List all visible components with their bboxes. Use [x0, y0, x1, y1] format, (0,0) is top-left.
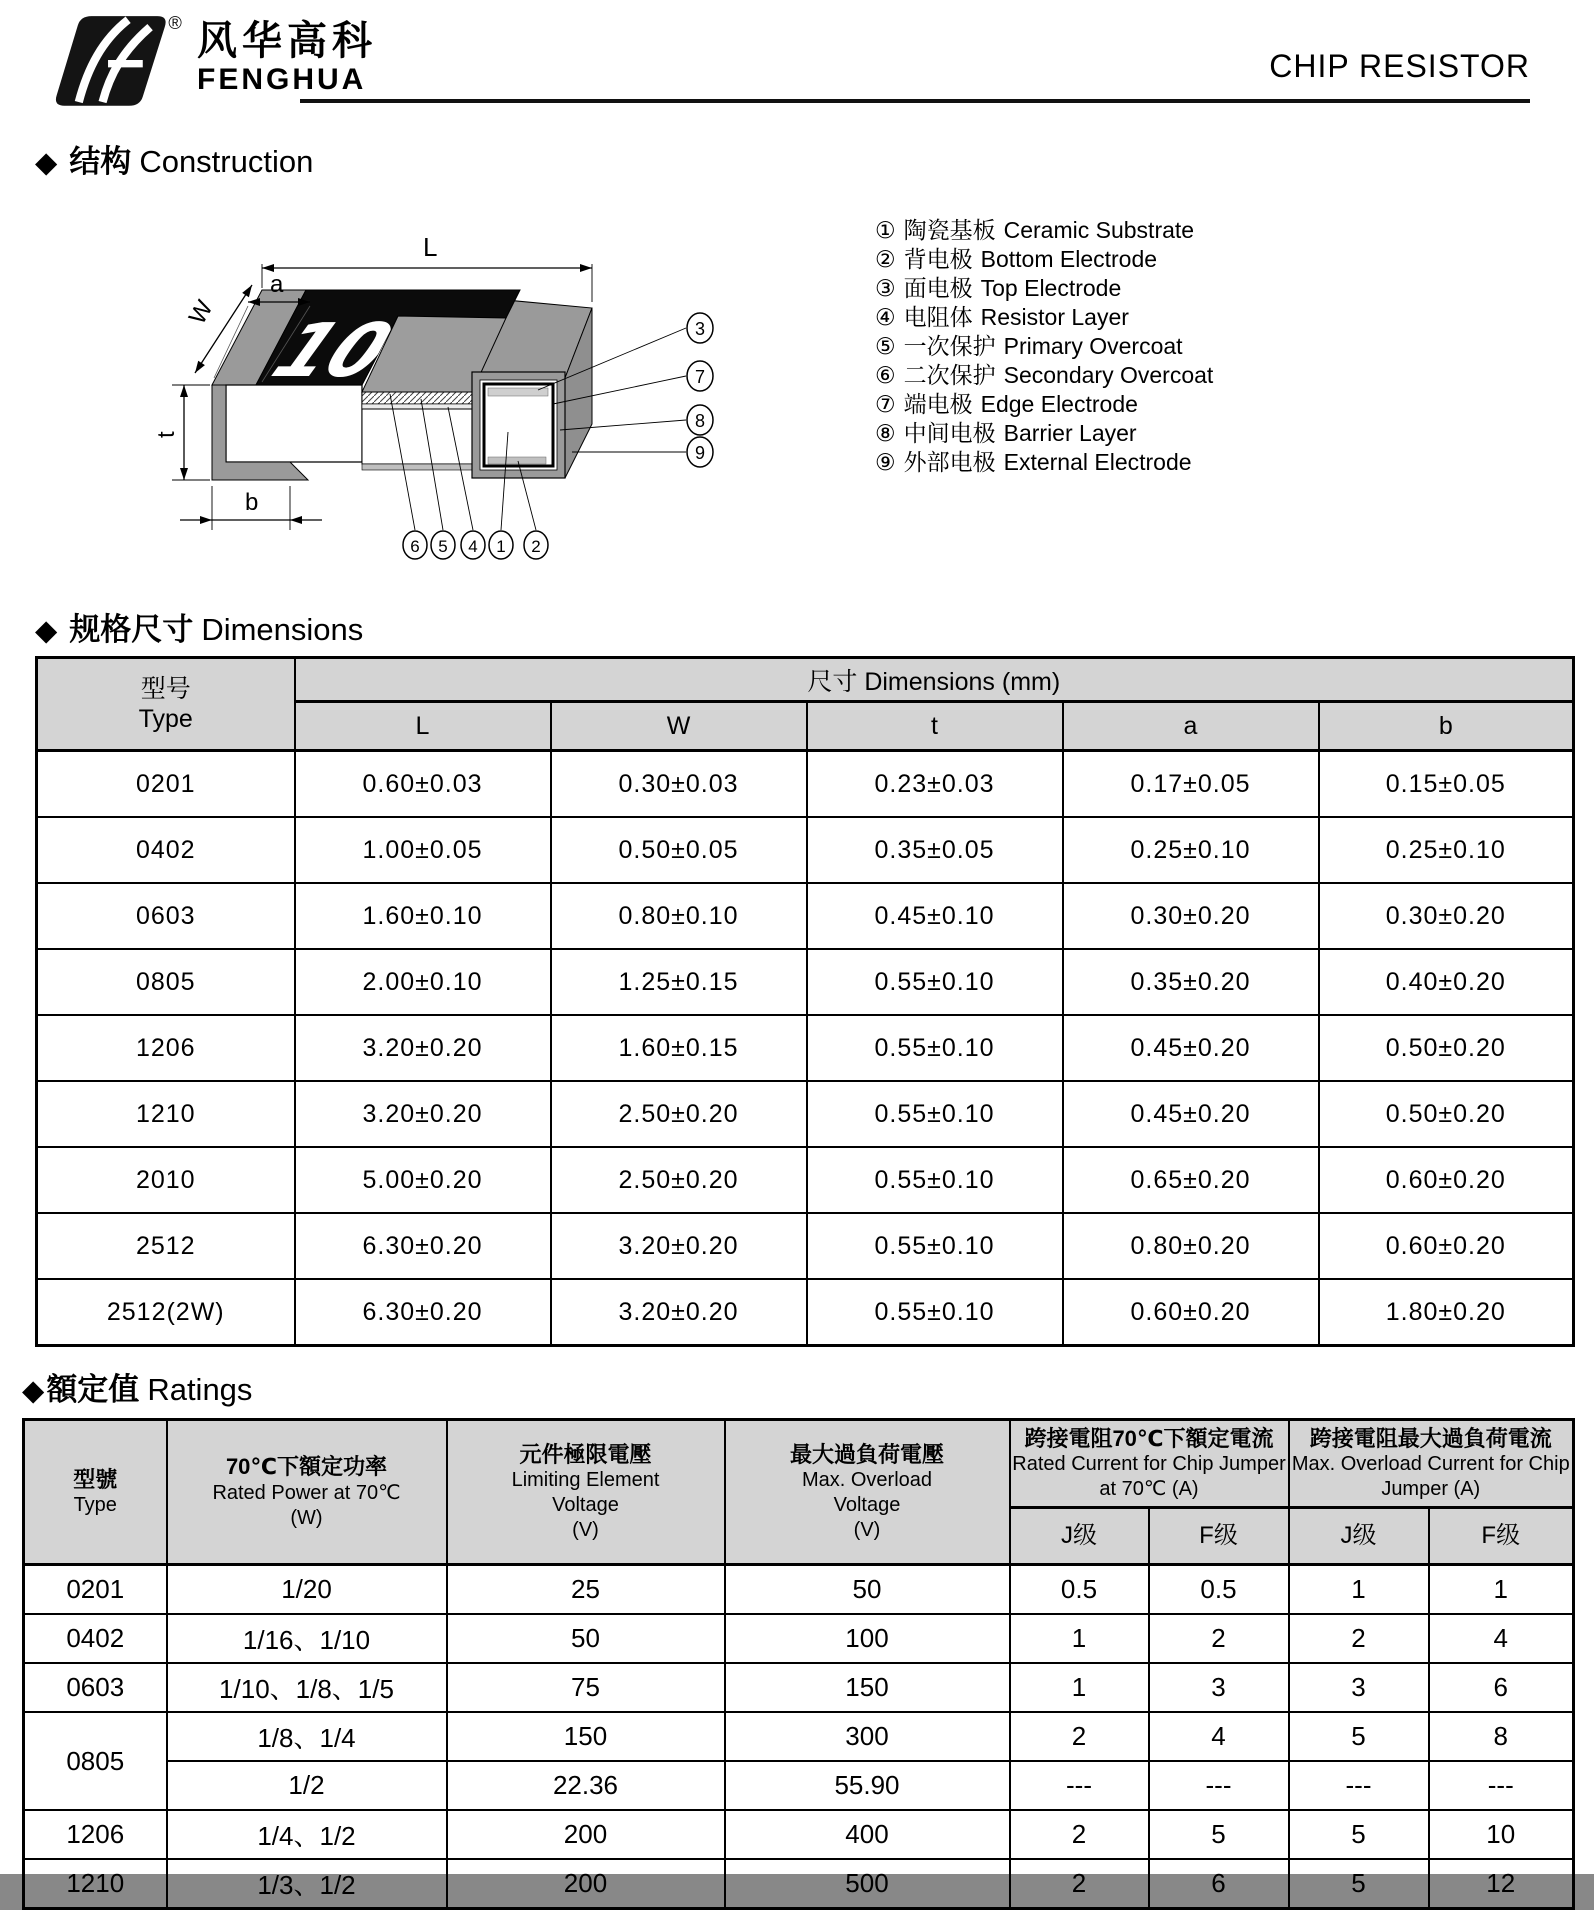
- cell: 2: [1289, 1614, 1429, 1663]
- cell: ---: [1289, 1761, 1429, 1810]
- cell: 1: [1429, 1565, 1574, 1615]
- cell: 6.30±0.20: [295, 1279, 551, 1346]
- header-divider: [300, 99, 1530, 103]
- cell: 1.60±0.10: [295, 883, 551, 949]
- dim-group-header: 尺寸 Dimensions (mm): [295, 658, 1574, 702]
- cell: 0.60±0.20: [1063, 1279, 1319, 1346]
- dim-label-t: t: [153, 431, 180, 438]
- legend-en: Ceramic Substrate: [1003, 217, 1195, 243]
- cell: 3: [1289, 1663, 1429, 1712]
- callout-9: [687, 437, 713, 467]
- inner-bottom-electrode: [488, 457, 546, 464]
- legend-item: [875, 361, 1213, 390]
- dim-label-L: L: [423, 232, 438, 262]
- legend-en: Primary Overcoat: [1003, 333, 1183, 359]
- table-row: [37, 949, 1574, 1015]
- section-title-construction: [35, 136, 313, 181]
- section-title-en: Dimensions: [201, 612, 364, 647]
- legend-en: Edge Electrode: [980, 391, 1138, 417]
- arrowhead: [242, 285, 252, 297]
- cell: 2.00±0.10: [295, 949, 551, 1015]
- cell: 25: [447, 1565, 725, 1615]
- legend-num: ①: [875, 217, 896, 243]
- svg-text:1: 1: [496, 537, 506, 556]
- page-title: CHIP RESISTOR: [1269, 48, 1530, 84]
- cell: 0.45±0.10: [807, 883, 1063, 949]
- cell: 0.23±0.03: [807, 751, 1063, 818]
- cell-type: 2512: [37, 1213, 295, 1279]
- cell: 200: [447, 1810, 725, 1859]
- legend-num: ⑧: [875, 420, 896, 446]
- cell-type: 2010: [37, 1147, 295, 1213]
- fenghua-logo-icon: [55, 12, 183, 108]
- cell: 0.60±0.03: [295, 751, 551, 818]
- rt-group2-header: 跨接電阻最大過負荷電流 Max. Overload Current for Chip Jumper (A): [1289, 1420, 1574, 1508]
- legend-cn: 端电极: [903, 391, 973, 417]
- construction-diagram: [140, 180, 780, 580]
- table-row: [37, 1147, 1574, 1213]
- cell: 8: [1429, 1712, 1574, 1761]
- legend-num: ②: [875, 246, 896, 272]
- arrowhead: [180, 468, 188, 480]
- cell: 0.80±0.10: [551, 883, 807, 949]
- table-row: [37, 1015, 1574, 1081]
- cell: 0.50±0.20: [1319, 1081, 1574, 1147]
- diamond-bullet-icon: ◆: [35, 147, 58, 179]
- table-row: [24, 1810, 1574, 1859]
- cell: 100: [725, 1614, 1010, 1663]
- table-row: [37, 751, 1574, 818]
- dim-col-L: L: [295, 702, 551, 751]
- section-title-cn: 額定值: [46, 1372, 140, 1407]
- cell: 150: [725, 1663, 1010, 1712]
- legend-item: [875, 216, 1213, 245]
- table-row: [37, 883, 1574, 949]
- legend-en: External Electrode: [1003, 449, 1192, 475]
- cell-type: 0201: [37, 751, 295, 818]
- cell: 500: [725, 1859, 1010, 1909]
- callout-7: [687, 361, 713, 391]
- table-row: [24, 1712, 1574, 1761]
- cell: 2.50±0.20: [551, 1147, 807, 1213]
- cell: 0.55±0.10: [807, 1213, 1063, 1279]
- legend-cn: 电阻体: [903, 304, 973, 330]
- table-row: [37, 1213, 1574, 1279]
- table-row: [24, 1663, 1574, 1712]
- dim-label-W: W: [183, 295, 219, 329]
- svg-text:7: 7: [694, 367, 706, 387]
- cell: 6: [1149, 1859, 1289, 1909]
- cell: 0.17±0.05: [1063, 751, 1319, 818]
- rt-sub-j1: J级: [1010, 1508, 1149, 1565]
- table-row: [37, 1279, 1574, 1346]
- cell-type: 0402: [24, 1614, 167, 1663]
- cell: 0.50±0.20: [1319, 1015, 1574, 1081]
- svg-text:8: 8: [694, 411, 706, 431]
- construction-legend: [875, 216, 1213, 477]
- cell: 2: [1010, 1810, 1149, 1859]
- cell: 0.55±0.10: [807, 1081, 1063, 1147]
- cell: 5: [1289, 1859, 1429, 1909]
- table-row: [37, 1081, 1574, 1147]
- dim-label-b: b: [245, 489, 259, 516]
- legend-item: [875, 448, 1213, 477]
- rt-mov-header: 最大過負荷電壓 Max. Overload Voltage (V): [725, 1420, 1010, 1565]
- cell: 0.45±0.20: [1063, 1015, 1319, 1081]
- cell: 6: [1429, 1663, 1574, 1712]
- callout-6: [403, 531, 427, 559]
- legend-item: [875, 303, 1213, 332]
- fenghua-logo: [55, 12, 377, 108]
- legend-en: Secondary Overcoat: [1003, 362, 1214, 388]
- section-title-cn: 规格尺寸: [69, 612, 194, 647]
- cell: 0.80±0.20: [1063, 1213, 1319, 1279]
- cell-type: 2512(2W): [37, 1279, 295, 1346]
- registered-mark: ®: [168, 11, 182, 33]
- arrowhead: [200, 516, 212, 524]
- cell-type: 0805: [37, 949, 295, 1015]
- cell-type: 0603: [37, 883, 295, 949]
- svg-text:6: 6: [410, 537, 420, 556]
- cell: 0.5: [1149, 1565, 1289, 1615]
- cell: 3.20±0.20: [295, 1081, 551, 1147]
- dim-col-a: a: [1063, 702, 1319, 751]
- dimensions-table: [35, 656, 1575, 1347]
- rt-sub-f2: F级: [1429, 1508, 1574, 1565]
- cell: 1.80±0.20: [1319, 1279, 1574, 1346]
- table-row: [37, 817, 1574, 883]
- cell: 0.5: [1010, 1565, 1149, 1615]
- table-row: [24, 1614, 1574, 1663]
- cell: 0.55±0.10: [807, 1147, 1063, 1213]
- brand-text: [197, 20, 377, 96]
- dim-col-b: b: [1319, 702, 1574, 751]
- resistor-layer-strip: [362, 404, 472, 409]
- section-title-cn: 结构: [69, 144, 132, 179]
- cell: 0.35±0.05: [807, 817, 1063, 883]
- cell: 1.25±0.15: [551, 949, 807, 1015]
- ratings-table: [22, 1418, 1575, 1910]
- body-front-face: [226, 385, 362, 462]
- legend-num: ⑨: [875, 449, 896, 475]
- cell: 1/20: [167, 1565, 447, 1615]
- dim-label-a: a: [270, 271, 284, 298]
- cell: 5.00±0.20: [295, 1147, 551, 1213]
- table-row: [24, 1859, 1574, 1909]
- cell: 22.36: [447, 1761, 725, 1810]
- cell: 0.55±0.10: [807, 1279, 1063, 1346]
- cell: 3.20±0.20: [551, 1279, 807, 1346]
- cell: 0.30±0.20: [1319, 883, 1574, 949]
- arrowhead: [180, 385, 188, 397]
- legend-num: ⑤: [875, 333, 896, 359]
- callout-3: [687, 313, 713, 343]
- cell: 0.30±0.03: [551, 751, 807, 818]
- legend-en: Barrier Layer: [1003, 420, 1137, 446]
- legend-item: [875, 419, 1213, 448]
- cell: ---: [1149, 1761, 1289, 1810]
- brand-name-chinese: 风华高科: [197, 19, 377, 63]
- cell: 10: [1429, 1810, 1574, 1859]
- diamond-bullet-icon: ◆: [35, 615, 58, 647]
- legend-en: Top Electrode: [980, 275, 1122, 301]
- legend-item: [875, 390, 1213, 419]
- legend-num: ④: [875, 304, 896, 330]
- cell: 1: [1010, 1614, 1149, 1663]
- dim-type-header: 型号 Type: [37, 658, 295, 751]
- cell: 5: [1149, 1810, 1289, 1859]
- cell: 1/16、1/10: [167, 1614, 447, 1663]
- cell: ---: [1010, 1761, 1149, 1810]
- cell: 0.60±0.20: [1319, 1147, 1574, 1213]
- arrowhead: [195, 361, 205, 373]
- legend-num: ③: [875, 275, 896, 301]
- rt-power-header: 70℃下額定功率 Rated Power at 70℃ (W): [167, 1420, 447, 1565]
- brand-name-english: FENGHUA: [197, 63, 367, 96]
- table-row: [24, 1761, 1574, 1810]
- cell: 5: [1289, 1712, 1429, 1761]
- cell: 0.25±0.10: [1063, 817, 1319, 883]
- cell: 0.60±0.20: [1319, 1213, 1574, 1279]
- legend-num: ⑥: [875, 362, 896, 388]
- callout-4: [461, 531, 485, 559]
- cell: 0.55±0.10: [807, 949, 1063, 1015]
- svg-text:4: 4: [468, 537, 478, 556]
- rt-lev-header: 元件極限電壓 Limiting Element Voltage (V): [447, 1420, 725, 1565]
- rt-type-header: 型號 Type: [24, 1420, 167, 1565]
- cell: 2: [1149, 1614, 1289, 1663]
- cell: 0.25±0.10: [1319, 817, 1574, 883]
- legend-cn: 一次保护: [903, 333, 996, 359]
- rt-sub-j2: J级: [1289, 1508, 1429, 1565]
- cell: 3.20±0.20: [551, 1213, 807, 1279]
- dim-col-t: t: [807, 702, 1063, 751]
- svg-text:3: 3: [694, 319, 706, 339]
- cell: 0.35±0.20: [1063, 949, 1319, 1015]
- callout-1: [489, 531, 513, 559]
- legend-item: [875, 274, 1213, 303]
- cell-type: 1206: [24, 1810, 167, 1859]
- section-title-en: Construction: [139, 144, 314, 179]
- cell: 55.90: [725, 1761, 1010, 1810]
- cell: 1: [1289, 1565, 1429, 1615]
- cell: 75: [447, 1663, 725, 1712]
- cell: 0.55±0.10: [807, 1015, 1063, 1081]
- cell: 3: [1149, 1663, 1289, 1712]
- cell-type: 1210: [24, 1859, 167, 1909]
- svg-text:2: 2: [531, 537, 541, 556]
- cell: 2: [1010, 1859, 1149, 1909]
- cell: 4: [1149, 1712, 1289, 1761]
- cell: 1/4、1/2: [167, 1810, 447, 1859]
- rt-sub-f1: F级: [1149, 1508, 1289, 1565]
- legend-cn: 中间电极: [903, 420, 996, 446]
- diamond-bullet-icon: ◆: [22, 1375, 45, 1407]
- section-title-ratings: [22, 1364, 252, 1409]
- legend-en: Bottom Electrode: [980, 246, 1158, 272]
- callout-8: [687, 405, 713, 435]
- cell-type: 0402: [37, 817, 295, 883]
- cell: 2: [1010, 1712, 1149, 1761]
- legend-item: [875, 332, 1213, 361]
- table-row: [24, 1565, 1574, 1615]
- cell-type: 1210: [37, 1081, 295, 1147]
- cell: 0.50±0.05: [551, 817, 807, 883]
- ceramic-cut-face: [362, 409, 472, 464]
- legend-en: Resistor Layer: [980, 304, 1129, 330]
- legend-num: ⑦: [875, 391, 896, 417]
- bottom-electrode-strip: [362, 464, 472, 470]
- cell: 300: [725, 1712, 1010, 1761]
- cell: 1.60±0.15: [551, 1015, 807, 1081]
- svg-text:9: 9: [694, 443, 706, 463]
- rt-group1-header: 跨接電阻70℃下額定電流 Rated Current for Chip Jumper at 70℃ (A): [1010, 1420, 1289, 1508]
- cell: 12: [1429, 1859, 1574, 1909]
- cell: 1/8、1/4: [167, 1712, 447, 1761]
- cell: 150: [447, 1712, 725, 1761]
- cell: 3.20±0.20: [295, 1015, 551, 1081]
- cell: 1.00±0.05: [295, 817, 551, 883]
- cell: 50: [447, 1614, 725, 1663]
- cell: 4: [1429, 1614, 1574, 1663]
- cell: 2.50±0.20: [551, 1081, 807, 1147]
- section-title-en: Ratings: [147, 1372, 253, 1407]
- cell-type: 0603: [24, 1663, 167, 1712]
- legend-cn: 外部电极: [903, 449, 996, 475]
- cell: 0.15±0.05: [1319, 751, 1574, 818]
- legend-cn: 面电极: [903, 275, 973, 301]
- cell: 200: [447, 1859, 725, 1909]
- legend-cn: 二次保护: [903, 362, 996, 388]
- cell-type: 0805: [24, 1712, 167, 1810]
- legend-item: [875, 245, 1213, 274]
- cell: 50: [725, 1565, 1010, 1615]
- primary-overcoat-hatch: [362, 392, 472, 404]
- cell: 0.65±0.20: [1063, 1147, 1319, 1213]
- cell: ---: [1429, 1761, 1574, 1810]
- dim-col-W: W: [551, 702, 807, 751]
- cell-type: 0201: [24, 1565, 167, 1615]
- cell: 0.45±0.20: [1063, 1081, 1319, 1147]
- cell: 1/10、1/8、1/5: [167, 1663, 447, 1712]
- cell: 1: [1010, 1663, 1149, 1712]
- legend-cn: 陶瓷基板: [903, 217, 996, 243]
- cell: 6.30±0.20: [295, 1213, 551, 1279]
- arrowhead: [290, 516, 302, 524]
- cell: 5: [1289, 1810, 1429, 1859]
- callout-2: [524, 531, 548, 559]
- legend-cn: 背电极: [903, 246, 973, 272]
- edge-electrode-section: [484, 384, 553, 466]
- cell: 1/2: [167, 1761, 447, 1810]
- cell: 0.40±0.20: [1319, 949, 1574, 1015]
- arrowhead: [580, 264, 592, 272]
- callout-5: [431, 531, 455, 559]
- cell: 400: [725, 1810, 1010, 1859]
- cell: 1/3、1/2: [167, 1859, 447, 1909]
- cell: 0.30±0.20: [1063, 883, 1319, 949]
- cell-type: 1206: [37, 1015, 295, 1081]
- svg-text:5: 5: [438, 537, 448, 556]
- section-title-dimensions: [35, 604, 363, 649]
